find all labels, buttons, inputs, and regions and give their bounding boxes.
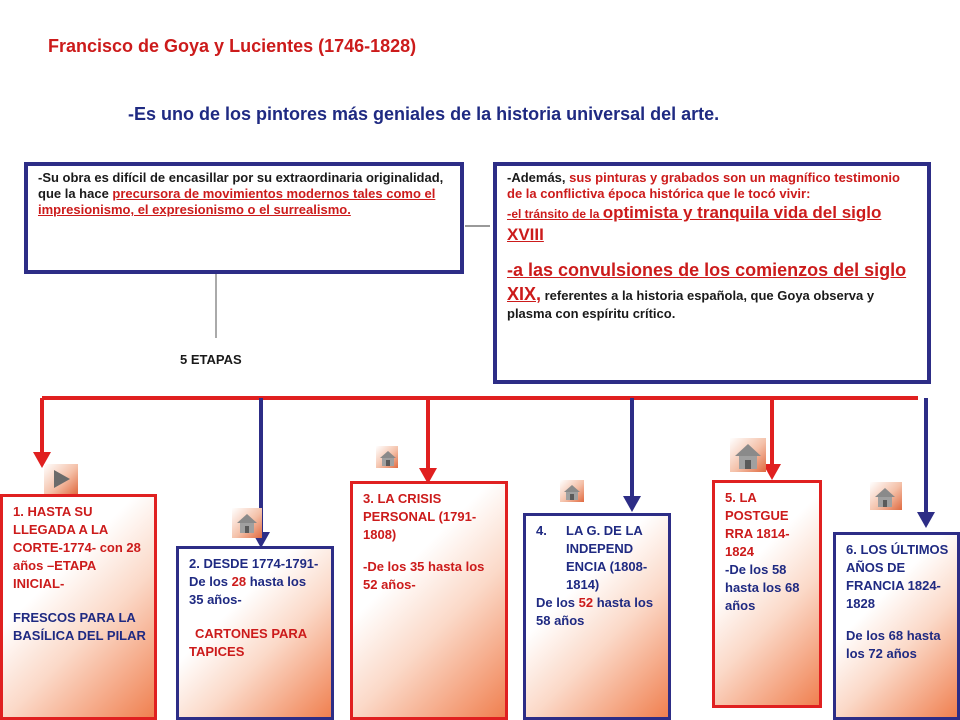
stage-4-age-n: 52 bbox=[578, 595, 594, 610]
stage-6-ages: De los 68 hasta los 72 años bbox=[846, 628, 941, 661]
stage-2-works: CARTONES PARA TAPICES bbox=[189, 626, 307, 659]
arrow-stage-1 bbox=[33, 398, 51, 468]
stage-2-age-a: De los bbox=[189, 574, 232, 589]
testimony-intro: -Además, bbox=[507, 170, 570, 185]
testimony-intro-red: sus pinturas y grabados son un magnífico testimonio de la conflictiva época histórica que le tocó vivir: bbox=[507, 170, 900, 201]
line2-dash: - bbox=[507, 260, 513, 280]
line1-dash: - bbox=[507, 206, 512, 221]
arrow-stage-4 bbox=[623, 398, 641, 512]
arrow-stage-6 bbox=[917, 398, 935, 528]
stage-5-ages: -De los 58 hasta los 68 años bbox=[725, 562, 800, 613]
page-title: Francisco de Goya y Lucientes (1746-1828) bbox=[48, 36, 417, 56]
home-icon[interactable] bbox=[870, 482, 902, 510]
arrow-stage-3 bbox=[419, 398, 437, 484]
etapas-label: 5 ETAPAS bbox=[180, 352, 242, 367]
stage-4-box[interactable] bbox=[523, 513, 671, 720]
stage-2-age-n: 28 bbox=[231, 574, 247, 589]
line2-big: a las convulsiones de los comienzos del siglo XIX, bbox=[507, 260, 907, 304]
play-icon[interactable] bbox=[44, 464, 78, 494]
home-icon[interactable] bbox=[730, 438, 766, 472]
stage-2-box[interactable] bbox=[176, 546, 334, 720]
stage-3-heading: 3. LA CRISIS PERSONAL (1791-1808) bbox=[363, 491, 477, 542]
stage-2-age-b: hasta los 35 años- bbox=[189, 574, 307, 607]
stage-2-heading: 2. DESDE 1774-1791- bbox=[189, 556, 319, 571]
stage-1-box[interactable] bbox=[0, 494, 157, 720]
stage-4-heading: LA G. DE LA INDEPEND ENCIA (1808-1814) bbox=[566, 523, 648, 592]
stage-5-heading: 5. LA POSTGUE RRA 1814-1824 bbox=[725, 490, 790, 559]
stage-4-age-b: hasta los 58 años bbox=[536, 595, 654, 628]
line1-small: el tránsito de la bbox=[511, 207, 603, 221]
stage-1-works: FRESCOS PARA LA BASÍLICA DEL PILAR bbox=[13, 610, 146, 643]
originality-text: -Su obra es difícil de encasillar por su extraordinaria originalidad, que la hace bbox=[38, 170, 444, 201]
stage-4-num: 4. bbox=[536, 523, 547, 538]
stage-3-ages: -De los 35 hasta los 52 años- bbox=[363, 559, 485, 592]
precursor-text: precursora de movimientos modernos tales como el impresionismo, el expresionismo o el surrealismo. bbox=[38, 186, 436, 217]
stage-3-box[interactable] bbox=[350, 481, 508, 720]
home-icon[interactable] bbox=[232, 508, 262, 538]
stage-1-dates: 1774- con 28 años –ETAPA INICIAL- bbox=[13, 540, 141, 591]
subtitle: -Es uno de los pintores más geniales de la historia universal del arte. bbox=[128, 104, 720, 124]
line2-plain: referentes a la historia española, que Goya observa y plasma con espíritu crítico. bbox=[507, 288, 875, 321]
stage-5-box[interactable] bbox=[712, 480, 822, 708]
stage-1-heading: 1. HASTA SU LLEGADA A LA CORTE- bbox=[13, 504, 108, 555]
stage-6-box[interactable] bbox=[833, 532, 960, 720]
line1-big: optimista y tranquila vida del siglo XVIII bbox=[507, 203, 882, 244]
home-icon[interactable] bbox=[376, 446, 398, 468]
stage-4-age-a: De los bbox=[536, 595, 579, 610]
home-icon[interactable] bbox=[560, 480, 584, 502]
stage-6-heading: 6. LOS ÚLTIMOS AÑOS DE FRANCIA 1824-1828 bbox=[846, 542, 949, 611]
